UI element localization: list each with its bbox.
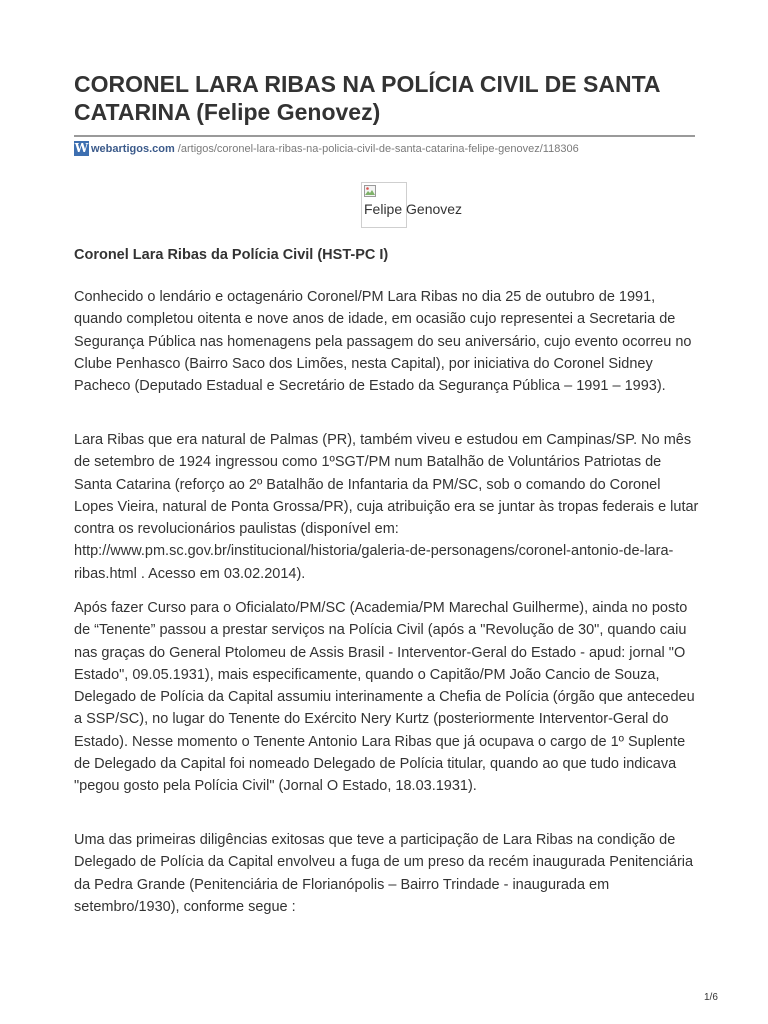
article-title: CORONEL LARA RIBAS NA POLÍCIA CIVIL DE SANTA CATARINA (Felipe Genovez): [74, 71, 660, 125]
author-image: [361, 182, 463, 228]
broken-image-icon: [364, 185, 376, 197]
source-line: [74, 141, 714, 157]
article-subheading: Coronel Lara Ribas da Polícia Civil (HST-PC I): [74, 247, 389, 263]
image-alt-text: Felipe Genovez: [364, 201, 463, 217]
article-paragraph: Lara Ribas que era natural de Palmas (PR), também viveu e estudou em Campinas/SP. No mês de setembro de 1924 ingressou como 1ºSGT/PM num Batalhão de Voluntários Patriotas de Santa Catarina (reforço ao 2º Batalhão de Infantaria da PM/SC, sob o comando do Coronel Lopes Vieira, natural de Ponta Grossa/PR), cuja atribuição era se juntar às tropas federais e lutar contra os revolucionários paulistas (disponível em: http://www.pm.sc.gov.br/institucional/historia/galeria-de-personagens/coronel-antonio-de-lara-ribas.html . Acesso em 03.02.2014).: [74, 432, 699, 582]
source-path-link[interactable]: /artigos/coronel-lara-ribas-na-policia-civil-de-santa-catarina-felipe-genovez/118306: [174, 143, 579, 155]
article-paragraph: Após fazer Curso para o Oficialato/PM/SC (Academia/PM Marechal Guilherme), ainda no posto de “Tenente” passou a prestar serviços na Polícia Civil (após a "Revolução de 30", quando caiu nas graças do General Ptolomeu de Assis Brasil - Interventor-Geral do Estado - apud: jornal "O Estado", 09.05.1931), mais especificamente, quando o Capitão/PM João Cancio de Souza, Delegado de Polícia da Capital assumiu interinamente a Chefia de Polícia (órgão que antecedeu a SSP/SC), no lugar do Tenente do Exército Nery Kurtz (posteriormente Interventor-Geral do Estado). Nesse momento o Tenente Antonio Lara Ribas que já ocupava o cargo de 1º Suplente de Delegado da Capital foi nomeado Delegado de Polícia titular, quando ao que tudo indicava "pegou gosto pela Polícia Civil" (Jornal O Estado, 18.03.1931).: [74, 600, 695, 795]
page-indicator: 1/6: [704, 992, 718, 1003]
webartigos-logo-icon: W: [74, 141, 89, 155]
title-divider: [74, 135, 695, 137]
article-paragraph: Uma das primeiras diligências exitosas que teve a participação de Lara Ribas na condição de Delegado de Polícia da Capital envolveu a fuga de um preso da recém inaugurada Penitenciária da Pedra Grande (Penitenciária de Florianópolis – Bairro Trindade - inaugurada em setembro/1930), conforme segue :: [74, 832, 694, 915]
source-domain-link[interactable]: webartigos.com: [91, 143, 175, 155]
article-paragraph: Conhecido o lendário e octagenário Coronel/PM Lara Ribas no dia 25 de outubro de 1991, quando completou oitenta e nove anos de idade, em ocasião cujo representei a Secretaria de Segurança Pública nas homenagens pela passagem do seu aniversário, cujo evento ocorreu no Clube Penhasco (Bairro Saco dos Limões, nesta Capital), por iniciativa do Coronel Sidney Pacheco (Deputado Estadual e Secretário de Estado da Segurança Pública – 1991 – 1993).: [74, 289, 692, 395]
